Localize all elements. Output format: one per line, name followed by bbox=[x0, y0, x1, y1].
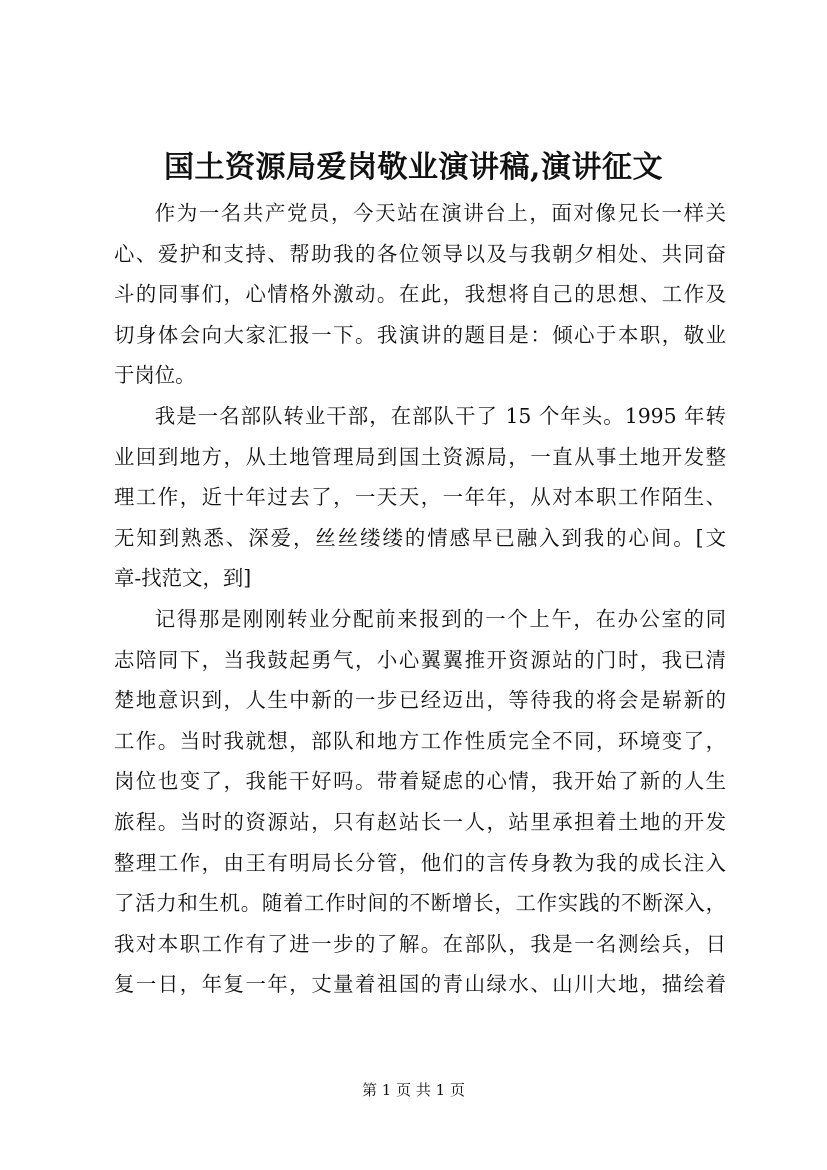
paragraph-2 bbox=[114, 396, 726, 599]
text-line: 无知到熟悉、深爱，丝丝缕缕的情感早已融入到我的心间。[文 bbox=[114, 525, 726, 550]
text-line: 整理工作，由王有明局长分管，他们的言传身教为我的成长注入 bbox=[114, 850, 726, 875]
text-line: 了活力和生机。随着工作时间的不断增长，工作实践的不断深入， bbox=[114, 891, 726, 916]
text-line: 志陪同下，当我鼓起勇气，小心翼翼推开资源站的门时，我已清 bbox=[114, 647, 726, 672]
text-line: 切身体会向大家汇报一下。我演讲的题目是：倾心于本职，敬业 bbox=[114, 322, 726, 347]
text-line: 于岗位。 bbox=[114, 363, 196, 388]
text-line: 记得那是刚刚转业分配前来报到的一个上午，在办公室的同 bbox=[154, 606, 726, 631]
text-line: 工作。当时我就想，部队和地方工作性质完全不同，环境变了， bbox=[114, 728, 726, 753]
document-title: 国土资源局爱岗敬业演讲稿,演讲征文 bbox=[164, 150, 663, 185]
text-line: 心、爱护和支持、帮助我的各位领导以及与我朝夕相处、共同奋 bbox=[114, 241, 726, 266]
text-line: 理工作，近十年过去了，一天天，一年年，从对本职工作陌生、 bbox=[114, 485, 726, 510]
text-line: 旅程。当时的资源站，只有赵站长一人，站里承担着土地的开发 bbox=[114, 809, 726, 834]
text-line: 我对本职工作有了进一步的了解。在部队，我是一名测绘兵，日 bbox=[114, 931, 726, 956]
document-body bbox=[114, 193, 726, 1005]
paragraph-3 bbox=[114, 599, 726, 1005]
text-line: 我是一名部队转业干部，在部队干了 15 个年头。1995 年转 bbox=[154, 403, 726, 428]
text-line: 作为一名共产党员，今天站在演讲台上，面对像兄长一样关 bbox=[154, 201, 726, 225]
text-line: 业回到地方，从土地管理局到国土资源局，一直从事土地开发整 bbox=[114, 444, 726, 469]
paragraph-1 bbox=[114, 193, 726, 396]
text-line: 章-找范文，到] bbox=[114, 566, 252, 591]
text-line: 岗位也变了，我能干好吗。带着疑虑的心情，我开始了新的人生 bbox=[114, 769, 726, 794]
page-footer: 第 1 页 共 1 页 bbox=[362, 1081, 465, 1099]
text-line: 复一日，年复一年，丈量着祖国的青山绿水、山川大地，描绘着 bbox=[114, 972, 726, 997]
text-line: 斗的同事们，心情格外激动。在此，我想将自己的思想、工作及 bbox=[114, 282, 726, 307]
text-line: 楚地意识到，人生中新的一步已经迈出，等待我的将会是崭新的 bbox=[114, 688, 726, 713]
